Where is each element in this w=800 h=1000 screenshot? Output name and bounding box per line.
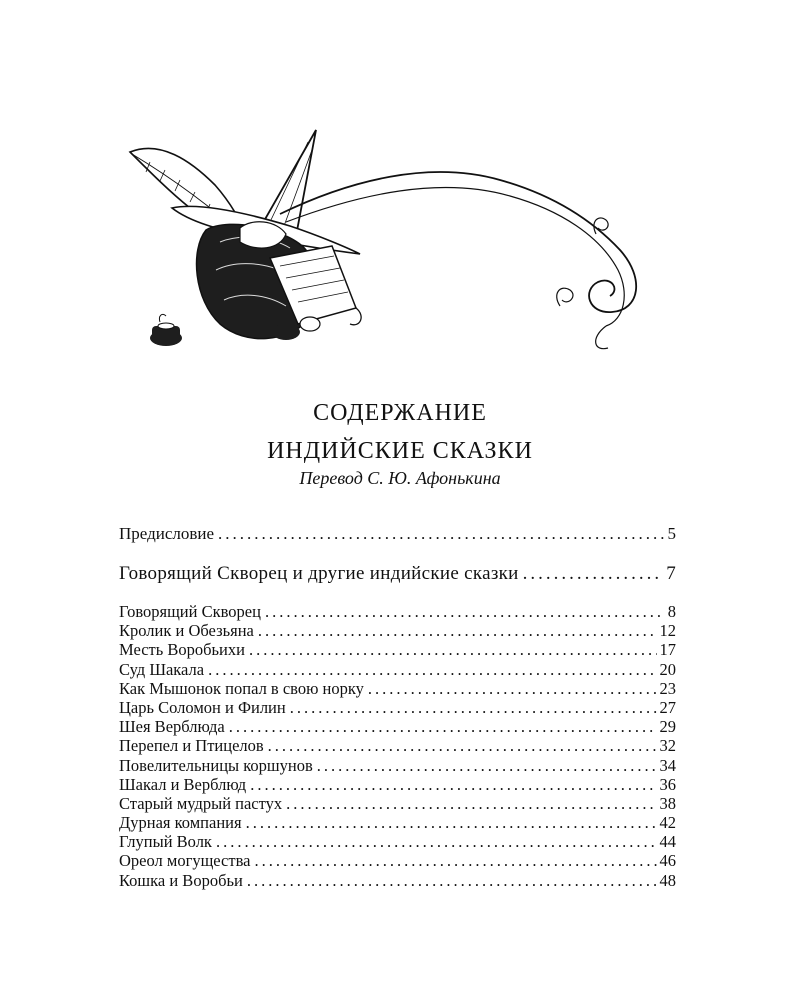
toc-entry-page: 17 <box>659 640 676 660</box>
toc-entry-page: 8 <box>667 602 676 621</box>
toc-entry-label: Говорящий Скворец <box>119 602 261 621</box>
toc-entry[interactable] <box>119 602 676 621</box>
toc-entry[interactable] <box>119 563 676 585</box>
toc-entry-page: 34 <box>659 755 676 775</box>
toc-stories-list <box>119 602 676 890</box>
dot-leader <box>247 871 657 890</box>
dot-leader <box>317 756 657 775</box>
toc-entry-label: Перепел и Птицелов <box>119 736 264 756</box>
toc-entry-page: 44 <box>659 832 676 852</box>
toc-entry-page: 42 <box>659 813 676 833</box>
toc-entry-page: 5 <box>667 524 676 543</box>
toc-entry-page: 46 <box>659 851 676 871</box>
toc-entry-label: Повелительницы коршунов <box>119 755 313 775</box>
toc-entry-label: Как Мышонок попал в свою норку <box>119 678 364 698</box>
dot-leader <box>265 602 665 621</box>
translator-credit: Перевод С. Ю. Афонькина <box>299 468 501 488</box>
toc-entry-label: Ореол могущества <box>119 851 251 871</box>
toc-entry[interactable] <box>119 813 676 832</box>
dot-leader <box>246 813 657 832</box>
dot-leader <box>229 717 657 736</box>
toc-entry-page: 29 <box>659 717 676 737</box>
dot-leader <box>208 660 656 679</box>
toc-entry[interactable] <box>119 621 676 640</box>
section-title: ИНДИЙСКИЕ СКАЗКИ <box>267 438 533 464</box>
toc-entry-label: Кролик и Обезьяна <box>119 621 254 641</box>
dot-leader <box>249 640 657 659</box>
toc-entry-page: 36 <box>659 774 676 794</box>
toc-preface <box>119 524 676 544</box>
toc-entry[interactable] <box>119 679 676 698</box>
toc-entry[interactable] <box>119 832 676 851</box>
toc-entry[interactable] <box>119 524 676 544</box>
dot-leader <box>216 832 657 851</box>
toc-entry-page: 48 <box>659 870 676 890</box>
toc-entry[interactable] <box>119 736 676 755</box>
dot-leader <box>250 775 656 794</box>
dot-leader <box>218 524 664 544</box>
toc-entry[interactable] <box>119 851 676 870</box>
toc-entry-page: 27 <box>659 697 676 717</box>
toc-entry-page: 12 <box>659 621 676 641</box>
dot-leader <box>368 679 657 698</box>
dot-leader <box>268 736 657 755</box>
toc-entry[interactable] <box>119 640 676 659</box>
toc-entry[interactable] <box>119 660 676 679</box>
toc-entry-page: 23 <box>659 678 676 698</box>
toc-entry[interactable] <box>119 775 676 794</box>
toc-entry-label: Царь Соломон и Филин <box>119 697 286 717</box>
dot-leader <box>258 621 657 640</box>
dot-leader <box>254 851 656 870</box>
toc-entry-page: 7 <box>666 563 676 584</box>
ink-pot-icon <box>150 314 182 346</box>
toc-entry[interactable] <box>119 871 676 890</box>
toc-entry[interactable] <box>119 794 676 813</box>
wizard-writing-illustration <box>120 110 680 360</box>
toc-entry-label: Дурная компания <box>119 813 242 833</box>
toc-entry-label: Шакал и Верблюд <box>119 774 247 794</box>
dot-leader <box>286 794 656 813</box>
toc-entry[interactable] <box>119 698 676 717</box>
toc-title: СОДЕРЖАНИЕ <box>313 400 487 426</box>
dot-leader <box>523 563 664 585</box>
toc-entry-page: 20 <box>659 659 676 679</box>
toc-entry-label: Старый мудрый пастух <box>119 793 283 813</box>
toc-entry[interactable] <box>119 717 676 736</box>
toc-entry-label: Говорящий Скворец и другие индийские сказки <box>119 563 519 584</box>
toc-entry-label: Шея Верблюда <box>119 717 225 737</box>
dot-leader <box>290 698 657 717</box>
toc-entry-label: Кошка и Воробьи <box>119 870 243 890</box>
toc-entry-label: Глупый Волк <box>119 832 212 852</box>
toc-entry-page: 38 <box>659 793 676 813</box>
toc-entry-label: Месть Воробьихи <box>119 640 245 660</box>
toc-entry[interactable] <box>119 756 676 775</box>
toc-entry-label: Суд Шакала <box>119 659 205 679</box>
toc-part <box>119 563 676 585</box>
toc-entry-label: Предисловие <box>119 524 215 543</box>
toc-entry-page: 32 <box>659 736 676 756</box>
